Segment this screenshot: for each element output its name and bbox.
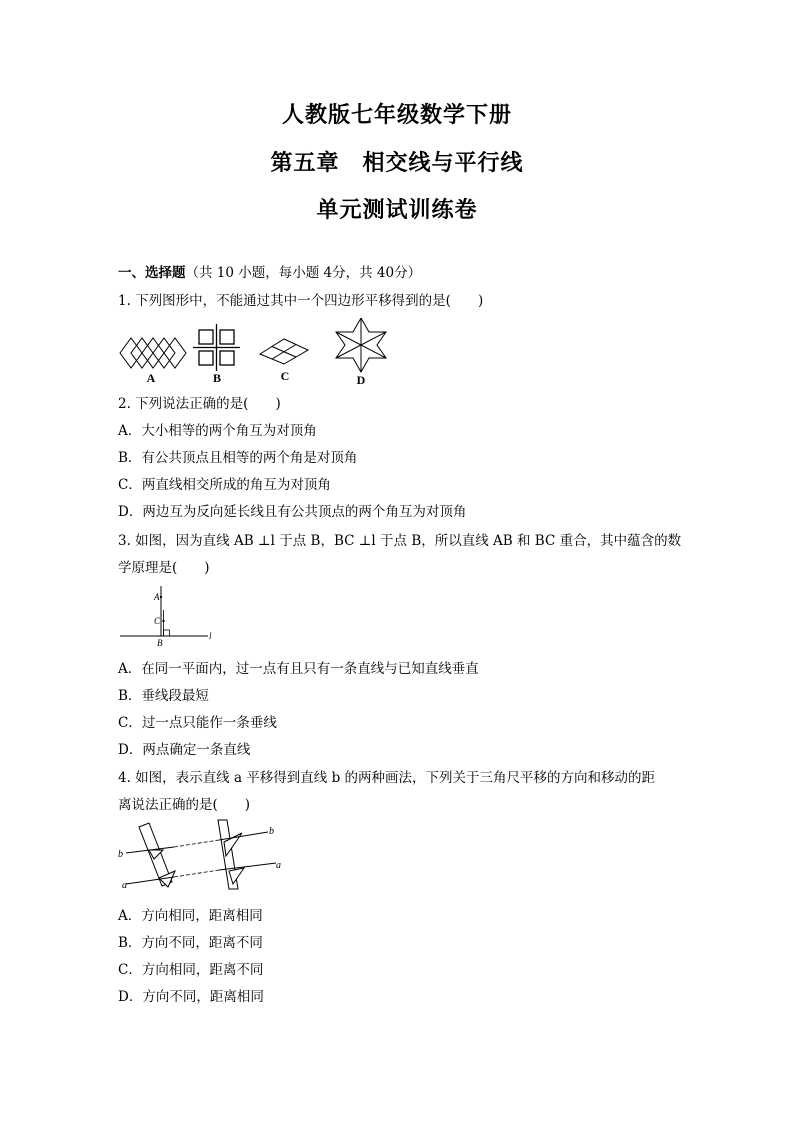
q4-right-ruler (218, 820, 244, 889)
q3-label-c: C (154, 616, 161, 626)
q2-stem: 2. 下列说法正确的是( ) (118, 396, 281, 412)
section-note: （共 10 小题，每小题 4分，共 40分） (185, 265, 422, 281)
q3-label-b: B (157, 638, 163, 648)
q1-stem: 1. 下列图形中，不能通过其中一个四边形平移得到的是( ) (118, 293, 484, 309)
q3-label-a: A (154, 592, 160, 602)
q1-label-c: C (280, 369, 290, 383)
q2-option-d: D．两边互为反向延长线且有公共顶点的两个角互为对顶角 (118, 504, 467, 520)
q4-option-c: C．方向相同，距离不同 (118, 962, 264, 978)
q3-figure (116, 580, 226, 650)
q1-figure-a (120, 338, 186, 368)
q3-option-a: A．在同一平面内，过一点有且只有一条直线与已知直线垂直 (118, 661, 479, 677)
q3-label-l: l (209, 631, 212, 641)
q4-figure (116, 816, 286, 896)
q1-figure-c (260, 339, 308, 364)
q1-figure-b (193, 324, 240, 371)
q4-dash-b (174, 840, 219, 847)
q4-stem-line2: 离说法正确的是( ) (118, 797, 251, 813)
q2-option-c: C．两直线相交所成的角互为对顶角 (118, 477, 331, 493)
q3-right-angle (164, 630, 170, 636)
q1-label-a: A (146, 371, 156, 385)
q3-stem-line1: 3. 如图，因为直线 AB ⊥l 于点 B，BC ⊥l 于点 B，所以直线 AB 和 BC 重合，其中蕴含的数 (118, 533, 682, 549)
page-title-3: 单元测试训练卷 (316, 197, 478, 223)
q1-figure-d (336, 318, 386, 372)
q4-option-d: D．方向不同，距离相同 (118, 989, 264, 1005)
q4-option-b: B．方向不同，距离不同 (118, 935, 263, 951)
q4-option-a: A．方向相同，距离相同 (118, 908, 263, 924)
q1-label-b: B (212, 371, 222, 385)
q3-point-a (160, 596, 162, 598)
page-title-1: 人教版七年级数学下册 (281, 102, 512, 128)
q4-label-a-right: a (276, 860, 281, 871)
q2-option-a: A．大小相等的两个角互为对顶角 (118, 423, 317, 439)
q3-option-c: C．过一点只能作一条垂线 (118, 715, 277, 731)
q4-label-b-left: b (118, 849, 123, 860)
q1-label-d: D (356, 373, 366, 387)
q3-option-b: B．垂线段最短 (118, 688, 209, 704)
q4-dash-a (174, 870, 219, 877)
section-label: 一、选择题 (118, 265, 186, 281)
q4-stem-line1: 4. 如图，表示直线 a 平移得到直线 b 的两种画法，下列关于三角尺平移的方向和移动的距 (118, 770, 656, 786)
q3-option-d: D．两点确定一条直线 (118, 742, 251, 758)
section-heading (118, 261, 421, 281)
q3-stem-line2: 学原理是( ) (118, 560, 210, 576)
q1-figures (112, 318, 402, 390)
q4-label-b-right: b (269, 826, 274, 837)
q4-label-a-left: a (122, 880, 127, 891)
q3-point-c (162, 620, 164, 622)
page-title-2: 第五章 相交线与平行线 (270, 150, 524, 176)
q2-option-b: B．有公共顶点且相等的两个角是对顶角 (118, 450, 358, 466)
